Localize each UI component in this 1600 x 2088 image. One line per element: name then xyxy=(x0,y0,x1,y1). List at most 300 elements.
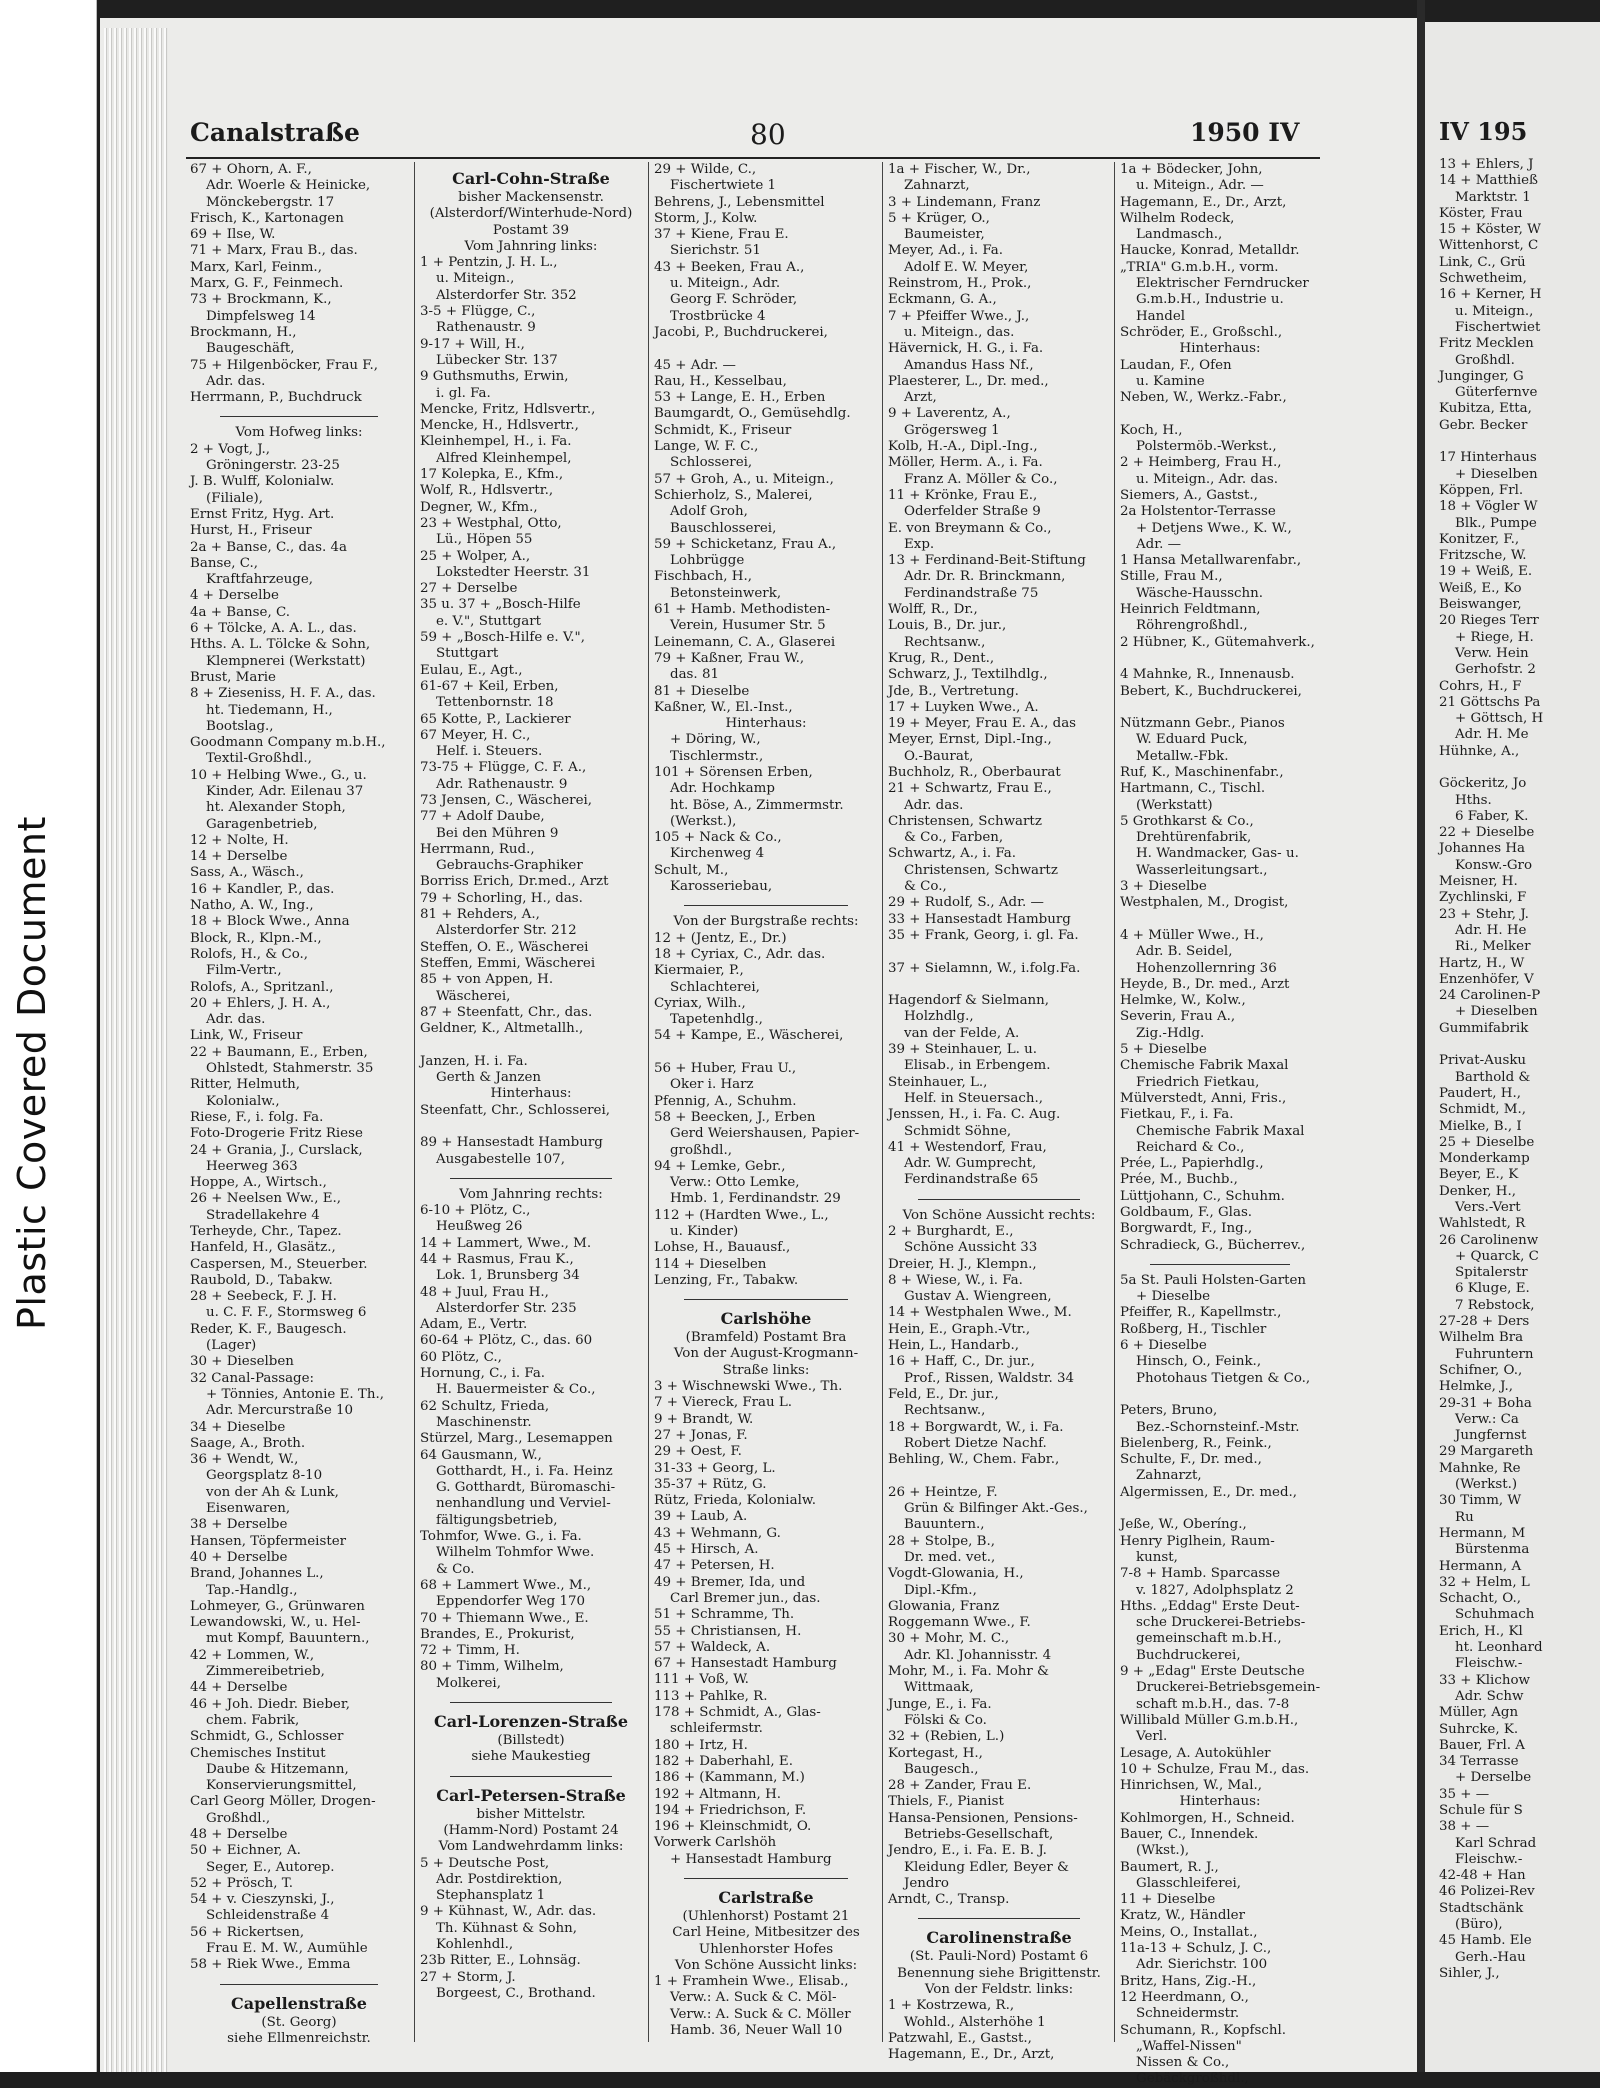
entry-continuation: Prof., Rissen, Waldstr. 34 xyxy=(904,1370,1075,1386)
directory-entry: 13 + Ferdinand-Beit-Stiftung xyxy=(888,553,1086,569)
directory-entry: 43 + Beeken, Frau A., xyxy=(654,259,805,275)
directory-entry: Severin, Frau A., xyxy=(1120,1009,1236,1025)
blank-line xyxy=(420,1037,642,1053)
entry-continuation: + Detjens Wwe., K. W., xyxy=(1136,520,1292,536)
directory-entry: 113 + Pahlke, R. xyxy=(654,1688,768,1704)
entry-continuation: Gebäckgroßhdl., xyxy=(1136,2071,1249,2087)
directory-entry: 56 + Huber, Frau U., xyxy=(654,1061,797,1077)
directory-entry: 50 + Eichner, A. xyxy=(190,1843,301,1859)
directory-entry: Gummifabrik xyxy=(1439,1020,1529,1036)
directory-entry: Behrens, J., Lebensmittel xyxy=(654,194,825,210)
column-divider xyxy=(414,162,415,2042)
street-subheading: Hinterhaus: xyxy=(1179,1794,1261,1810)
entry-continuation: Gerth & Janzen xyxy=(436,1070,542,1086)
entry-continuation: Fleischw.- xyxy=(1455,1656,1523,1672)
directory-entry: Lüttjohann, C., Schuhm. xyxy=(1120,1188,1285,1204)
directory-entry: 9 + Kühnast, W., Adr. das. xyxy=(420,1904,597,1920)
entry-continuation: Christensen, Schwartz xyxy=(904,862,1058,878)
entry-continuation: Stuttgart xyxy=(436,646,499,662)
directory-entry: 45 Hamb. Ele xyxy=(1439,1933,1532,1949)
entry-continuation: Hamb. 36, Neuer Wall 10 xyxy=(670,2023,843,2039)
entry-continuation: + Döring, W., xyxy=(670,732,761,748)
directory-entry: Schule für S xyxy=(1439,1802,1523,1818)
header-year: 1950 IV xyxy=(1190,118,1300,147)
directory-entry: 37 + Kiene, Frau E. xyxy=(654,227,789,243)
entry-continuation: Verein, Husumer Str. 5 xyxy=(670,618,826,634)
entry-continuation: Borgeest, C., Brothand. xyxy=(436,1985,596,2001)
column-divider xyxy=(648,162,649,2042)
directory-entry: 36 + Wendt, W., xyxy=(190,1452,299,1468)
entry-continuation: Wasserleitungsart., xyxy=(1136,862,1268,878)
directory-entry: Haucke, Konrad, Metalldr. xyxy=(1120,243,1300,259)
blank-line xyxy=(420,1119,642,1135)
directory-entry: 18 + Borgwardt, W., i. Fa. xyxy=(888,1419,1064,1435)
directory-entry: 114 + Dieselben xyxy=(654,1256,767,1272)
directory-entry: 73 Jensen, C., Wäscherei, xyxy=(420,792,593,808)
directory-entry: Fritzsche, W. xyxy=(1439,548,1527,564)
directory-entry: Kaßner, W., El.-Inst., xyxy=(654,699,793,715)
directory-entry: Schifner, O., xyxy=(1439,1362,1523,1378)
directory-entry: 75 + Hilgenböcker, Frau F., xyxy=(190,357,379,373)
directory-entry: Chemische Fabrik Maxal xyxy=(1120,1058,1289,1074)
directory-entry: 81 + Rehders, A., xyxy=(420,907,540,923)
directory-entry: Stürzel, Marg., Lesemappen xyxy=(420,1431,613,1447)
directory-entry: Mülverstedt, Anni, Fris., xyxy=(1120,1090,1287,1106)
directory-entry: 1 + Pentzin, J. H. L., xyxy=(420,255,558,271)
directory-entry: 56 + Rickertsen, xyxy=(190,1924,305,1940)
directory-entry: Meisner, H. xyxy=(1439,874,1518,890)
entry-continuation: Adr. Mercurstraße 10 xyxy=(206,1403,354,1419)
entry-continuation: Adr. das. xyxy=(206,1012,266,1028)
entry-continuation: Mönckebergstr. 17 xyxy=(206,194,335,210)
directory-entry: Kiermaier, P., xyxy=(654,963,744,979)
directory-entry: 25 + Dieselbe xyxy=(1439,1134,1535,1150)
entry-continuation: Heußweg 26 xyxy=(436,1219,523,1235)
directory-entry: 46 + Joh. Diedr. Bieber, xyxy=(190,1696,351,1712)
entry-continuation: (Filiale), xyxy=(206,490,264,506)
entry-continuation: Schlosserei, xyxy=(670,455,753,471)
directory-entry: 16 + Kandler, P., das. xyxy=(190,881,335,897)
entry-continuation: Bootslag., xyxy=(206,718,274,734)
entry-continuation: Kleidung Edler, Beyer & xyxy=(904,1859,1069,1875)
directory-entry: Zychlinski, F xyxy=(1439,890,1527,906)
entry-continuation: Rathenaustr. 9 xyxy=(436,320,536,336)
entry-continuation: Jendro xyxy=(904,1875,949,1891)
entry-continuation: Schöne Aussicht 33 xyxy=(904,1240,1038,1256)
directory-entry: 29 + Rudolf, S., Adr. — xyxy=(888,895,1044,911)
entry-continuation: Lohbrügge xyxy=(670,553,745,569)
entry-continuation: 6 Faber, K. xyxy=(1455,808,1529,824)
directory-entry: Mencke, Fritz, Hdlsvertr., xyxy=(420,401,596,417)
entry-continuation: Sierichstr. 51 xyxy=(670,243,761,259)
directory-entry: 28 + Stolpe, B., xyxy=(888,1533,996,1549)
entry-continuation: Film-Vertr., xyxy=(206,963,282,979)
directory-entry: Wilhelm Rodeck, xyxy=(1120,210,1235,226)
entry-continuation: & Co., Farben, xyxy=(904,830,1004,846)
entry-continuation: Tap.-Handlg., xyxy=(206,1582,298,1598)
directory-entry: Kratz, W., Händler xyxy=(1120,1908,1245,1924)
entry-continuation: Elisab., in Erbengem. xyxy=(904,1058,1051,1074)
street-subheading: (St. Georg) xyxy=(261,2014,337,2030)
directory-entry: Adam, E., Vertr. xyxy=(420,1317,528,1333)
directory-entry: 31-33 + Georg, L. xyxy=(654,1460,776,1476)
directory-entry: 67 + Hansestadt Hamburg xyxy=(654,1656,837,1672)
directory-entry: 18 + Block Wwe., Anna xyxy=(190,914,350,930)
directory-entry: 72 + Timm, H. xyxy=(420,1643,520,1659)
entry-continuation: Bauschlosserei, xyxy=(670,520,777,536)
directory-entry: Borriss Erich, Dr.med., Arzt xyxy=(420,874,609,890)
entry-continuation: Hmb. 1, Ferdinandstr. 29 xyxy=(670,1191,841,1207)
entry-continuation: Hohenzollernring 36 xyxy=(1136,960,1277,976)
directory-entry: 54 + Kampe, E., Wäscherei, xyxy=(654,1028,844,1044)
street-subheading: Benennung siehe Brigittenstr. xyxy=(897,1965,1101,1981)
entry-continuation: Lübecker Str. 137 xyxy=(436,352,558,368)
directory-entry: 27-28 + Ders xyxy=(1439,1314,1530,1330)
directory-entry: 12 Heerdmann, O., xyxy=(1120,1989,1249,2005)
directory-entry: 178 + Schmidt, A., Glas- xyxy=(654,1705,821,1721)
street-subheading: (St. Pauli-Nord) Postamt 6 xyxy=(909,1949,1089,1965)
entry-continuation: Gebrauchs-Graphiker xyxy=(436,858,583,874)
street-subheading: Vom Jahnring rechts: xyxy=(459,1186,603,1202)
entry-continuation: + Derselbe xyxy=(1455,1770,1532,1786)
street-subheading: (Alsterdorf/Winterhude-Nord) xyxy=(429,206,633,222)
entry-continuation: Adolf E. W. Meyer, xyxy=(904,259,1029,275)
directory-entry: Hths. „Eddag" Erste Deut- xyxy=(1120,1598,1300,1614)
directory-entry: Wahlstedt, R xyxy=(1439,1216,1526,1232)
entry-continuation: Tapetenhdlg., xyxy=(670,1012,763,1028)
entry-continuation: u. Miteign., Adr. — xyxy=(1136,178,1264,194)
directory-entry: Hühnke, A., xyxy=(1439,743,1520,759)
directory-entry: 2 Hübner, K., Gütemahverk., xyxy=(1120,634,1315,650)
entry-continuation: „Waffel-Nissen" xyxy=(1136,2038,1242,2054)
entry-continuation: + Dieselben xyxy=(1455,466,1538,482)
entry-continuation: Chemische Fabrik Maxal xyxy=(1136,1123,1305,1139)
entry-continuation: & Co. xyxy=(436,1561,475,1577)
section-divider xyxy=(220,1974,378,1985)
directory-entry: Schmidt, G., Schlosser xyxy=(190,1729,344,1745)
directory-entry: Beiswanger, xyxy=(1439,597,1522,613)
directory-entry: Kohlmorgen, H., Schneid. xyxy=(1120,1810,1295,1826)
directory-entry: 79 + Kaßner, Frau W., xyxy=(654,650,805,666)
directory-entry: Henry Piglhein, Raum- xyxy=(1120,1533,1275,1549)
directory-entry: 11 + Krönke, Frau E., xyxy=(888,487,1038,503)
blank-line xyxy=(888,977,1110,993)
entry-continuation: Alfred Kleinhempel, xyxy=(436,450,572,466)
directory-entry: Stadtschänk xyxy=(1439,1900,1524,1916)
street-subheading: (Uhlenhorst) Postamt 21 xyxy=(682,1908,850,1924)
directory-entry: 53 + Lange, E. H., Erben xyxy=(654,390,826,406)
entry-continuation: Rechtsanw., xyxy=(904,1403,986,1419)
entry-continuation: Alsterdorfer Str. 212 xyxy=(436,923,577,939)
directory-entry: Jendro, E., i. Fa. E. B. J. xyxy=(888,1843,1047,1859)
entry-continuation: u. Miteign., xyxy=(436,271,515,287)
directory-entry: Steffen, O. E., Wäscherei xyxy=(420,939,589,955)
column-1 xyxy=(190,162,408,2052)
entry-continuation: Glasschleiferei, xyxy=(1136,1875,1242,1891)
directory-entry: 49 + Bremer, Ida, und xyxy=(654,1574,806,1590)
directory-entry: Thiels, F., Pianist xyxy=(888,1794,1004,1810)
entry-continuation: Betriebs-Gesellschaft, xyxy=(904,1826,1054,1842)
directory-entry: 57 + Waldeck, A. xyxy=(654,1639,771,1655)
entry-continuation: mut Kompf, Bauuntern., xyxy=(206,1631,370,1647)
entry-continuation: Georg F. Schröder, xyxy=(670,292,798,308)
directory-entry: 14 + Derselbe xyxy=(190,849,288,865)
directory-entry: 64 Gausmann, W., xyxy=(420,1447,542,1463)
directory-entry: Hagemann, E., Dr., Arzt, xyxy=(1120,194,1287,210)
entry-continuation: Th. Kühnast & Sohn, xyxy=(436,1920,578,1936)
directory-entry: 14 + Westphalen Wwe., M. xyxy=(888,1305,1072,1321)
column-2 xyxy=(420,162,642,2052)
directory-entry: Peters, Bruno, xyxy=(1120,1403,1218,1419)
entry-continuation: Rechtsanw., xyxy=(904,634,986,650)
directory-entry: 43 + Wehmann, G. xyxy=(654,1525,781,1541)
page-stack-edge xyxy=(104,28,168,2072)
directory-entry: Leinemann, C. A., Glaserei xyxy=(654,634,836,650)
directory-entry: 89 + Hansestadt Hamburg xyxy=(420,1135,603,1151)
entry-continuation: Konservierungsmittel, xyxy=(206,1778,357,1794)
entry-continuation: O.-Baurat, xyxy=(904,748,974,764)
directory-entry: Paudert, H., xyxy=(1439,1085,1521,1101)
entry-continuation: Hinsch, O., Feink., xyxy=(1136,1354,1262,1370)
directory-entry: 3 + Lindemann, Franz xyxy=(888,194,1041,210)
entry-continuation: Adr. W. Gumprecht, xyxy=(904,1156,1037,1172)
blank-line xyxy=(1439,434,1543,450)
directory-entry: Fischbach, H., xyxy=(654,569,752,585)
entry-continuation: Metallw.-Fbk. xyxy=(1136,748,1229,764)
directory-entry: 60-64 + Plötz, C., das. 60 xyxy=(420,1333,593,1349)
directory-entry: Jenssen, H., i. Fa. C. Aug. xyxy=(888,1107,1061,1123)
book-spine xyxy=(1417,0,1425,2072)
directory-entry: Link, C., Grü xyxy=(1439,254,1526,270)
entry-continuation: Fleischw.- xyxy=(1455,1851,1523,1867)
directory-entry: Reinstrom, H., Prok., xyxy=(888,276,1032,292)
directory-entry: Rolofs, A., Spritzanl., xyxy=(190,979,334,995)
street-subheading: (Billstedt) xyxy=(497,1733,565,1749)
entry-continuation: Karl Schrad xyxy=(1455,1835,1537,1851)
directory-entry: 4 + Müller Wwe., H., xyxy=(1120,927,1264,943)
street-subheading: Postamt 39 xyxy=(492,222,570,238)
directory-entry: Helmke, W., Kolw., xyxy=(1120,993,1246,1009)
directory-entry: Hartz, H., W xyxy=(1439,955,1525,971)
entry-continuation: Tettenbornstr. 18 xyxy=(436,695,554,711)
directory-entry: 29 Margareth xyxy=(1439,1444,1534,1460)
directory-entry: Schröder, E., Großschl., xyxy=(1120,324,1283,340)
entry-continuation: Gerh.-Hau xyxy=(1455,1949,1526,1965)
entry-continuation: Baumeister, xyxy=(904,227,985,243)
entry-continuation: u. Miteign., Adr. xyxy=(670,276,781,292)
directory-entry: 45 + Adr. — xyxy=(654,357,736,373)
column-3 xyxy=(654,162,878,2052)
directory-entry: Marx, Karl, Feinm., xyxy=(190,259,322,275)
directory-entry: Mielke, B., I xyxy=(1439,1118,1522,1134)
entry-continuation: ht. Böse, A., Zimmermstr. xyxy=(670,797,844,813)
entry-continuation: Dipl.-Kfm., xyxy=(904,1582,977,1598)
entry-continuation: 7 Rebstock, xyxy=(1455,1297,1535,1313)
directory-entry: Beyer, E., K xyxy=(1439,1167,1519,1183)
directory-entry: 34 Terrasse xyxy=(1439,1754,1519,1770)
entry-continuation: Eppendorfer Weg 170 xyxy=(436,1594,586,1610)
directory-entry: 35-37 + Rütz, G. xyxy=(654,1476,767,1492)
directory-entry: 39 + Steinhauer, L. u. xyxy=(888,1042,1038,1058)
entry-continuation: + Göttsch, H xyxy=(1455,711,1544,727)
directory-entry: 186 + (Kammann, M.) xyxy=(654,1770,805,1786)
directory-entry: 1 + Framhein Wwe., Elisab., xyxy=(654,1974,849,1990)
directory-entry: Hein, L., Handarb., xyxy=(888,1338,1020,1354)
entry-continuation: Friedrich Fietkau, xyxy=(1136,1074,1260,1090)
entry-continuation: (Werkst.) xyxy=(1455,1477,1518,1493)
directory-entry: Cohrs, H., F xyxy=(1439,678,1522,694)
directory-entry: Hävernick, H. G., i. Fa. xyxy=(888,341,1044,357)
directory-entry: 33 + Klichow xyxy=(1439,1672,1530,1688)
directory-entry: Pfennig, A., Schuhm. xyxy=(654,1093,797,1109)
street-subheading: bisher Mittelstr. xyxy=(476,1806,586,1822)
directory-entry: 5 Grothkarst & Co., xyxy=(1120,813,1254,829)
entry-continuation: Verl. xyxy=(1136,1729,1168,1745)
directory-entry: Foto-Drogerie Fritz Riese xyxy=(190,1126,363,1142)
directory-entry: 60 Plötz, C., xyxy=(420,1349,502,1365)
directory-entry: 77 + Adolf Daube, xyxy=(420,809,545,825)
directory-entry: 4 + Derselbe xyxy=(190,588,279,604)
directory-entry: 32 + (Rebien, L.) xyxy=(888,1729,1005,1745)
entry-continuation: Kraftfahrzeuge, xyxy=(206,572,314,588)
header-street: Canalstraße xyxy=(190,118,360,147)
directory-entry: 21 Göttschs Pa xyxy=(1439,694,1541,710)
entry-continuation: Jungfernst xyxy=(1455,1428,1527,1444)
facing-page-text xyxy=(1439,117,1543,1982)
blank-line xyxy=(1120,406,1320,422)
directory-entry: Brandes, E., Prokurist, xyxy=(420,1626,575,1642)
directory-entry: 1 + Kostrzewa, R., xyxy=(888,1998,1015,2014)
directory-entry: 111 + Voß, W. xyxy=(654,1672,749,1688)
entry-continuation: Schleidenstraße 4 xyxy=(206,1908,330,1924)
entry-continuation: Zig.-Hdlg. xyxy=(1136,1025,1205,1041)
directory-entry: Hanfeld, H., Glasätz., xyxy=(190,1240,336,1256)
directory-entry: 62 Schultz, Frieda, xyxy=(420,1398,550,1414)
directory-entry: 26 Carolinenw xyxy=(1439,1232,1539,1248)
entry-continuation: v. 1827, Adolphsplatz 2 xyxy=(1136,1582,1294,1598)
directory-entry: 26 + Heintze, F. xyxy=(888,1484,998,1500)
directory-entry: Roßberg, H., Tischler xyxy=(1120,1321,1267,1337)
directory-entry: Wolf, R., Hdlsvertr., xyxy=(420,483,554,499)
directory-entry: 44 + Rasmus, Frau K., xyxy=(420,1252,574,1267)
directory-entry: Rütz, Frieda, Kolonialw. xyxy=(654,1493,816,1509)
directory-entry: 9-17 + Will, H., xyxy=(420,336,525,352)
street-heading: Carolinenstraße xyxy=(926,1928,1072,1948)
directory-entry: 17 Kolepka, E., Kfm., xyxy=(420,467,564,483)
directory-entry: 87 + Steenfatt, Chr., das. xyxy=(420,1004,593,1020)
directory-entry: Schmidt, M., xyxy=(1439,1102,1526,1118)
street-heading: Carlshöhe xyxy=(720,1309,812,1329)
section-divider xyxy=(220,406,378,417)
entry-continuation: Adr. B. Seidel, xyxy=(1136,944,1233,960)
entry-continuation: Robert Dietze Nachf. xyxy=(904,1435,1047,1451)
entry-continuation: + Hansestadt Hamburg xyxy=(670,1851,832,1867)
directory-entry: 61 + Hamb. Methodisten- xyxy=(654,602,831,618)
street-subheading: Carl Heine, Mitbesitzer des xyxy=(672,1925,860,1941)
entry-continuation: Schuhmach xyxy=(1455,1607,1535,1623)
entry-continuation: Adr. — xyxy=(1136,536,1182,552)
directory-entry: 67 Meyer, H. C., xyxy=(420,727,531,743)
directory-entry: 27 + Jonas, F. xyxy=(654,1427,748,1443)
directory-entry: 2a + Banse, C., das. 4a xyxy=(190,539,347,555)
entry-continuation: nenhandlung und Verviel- xyxy=(436,1496,611,1512)
directory-entry: Monderkamp xyxy=(1439,1151,1530,1167)
directory-entry: 81 + Dieselbe xyxy=(654,683,750,699)
directory-entry: 9 + „Edag" Erste Deutsche xyxy=(1120,1664,1305,1680)
entry-continuation: Eisenwaren, xyxy=(206,1501,291,1517)
directory-entry: Köppen, Frl. xyxy=(1439,482,1524,498)
entry-continuation: großhdl., xyxy=(670,1142,732,1158)
blank-line xyxy=(1120,651,1320,667)
directory-entry: 30 Timm, W xyxy=(1439,1493,1522,1509)
directory-entry: Erich, H., Kl xyxy=(1439,1623,1523,1639)
directory-entry: Hinrichsen, W., Mal., xyxy=(1120,1778,1263,1794)
directory-entry: Willibald Müller G.m.b.H., xyxy=(1120,1712,1299,1728)
entry-continuation: Baugesch., xyxy=(904,1761,979,1777)
entry-continuation: Druckerei-Betriebsgemein- xyxy=(1136,1680,1321,1696)
directory-entry: 73 + Brockmann, K., xyxy=(190,292,332,308)
directory-entry: Reder, K. F., Baugesch. xyxy=(190,1321,347,1337)
directory-entry: 5 + Krüger, O., xyxy=(888,210,990,226)
entry-continuation: ht. Alexander Stoph, xyxy=(206,800,346,816)
section-divider xyxy=(918,1189,1080,1200)
directory-entry: Mahnke, Re xyxy=(1439,1460,1521,1476)
directory-entry: 1a + Fischer, W., Dr., xyxy=(888,162,1031,177)
directory-entry: Saage, A., Broth. xyxy=(190,1435,306,1451)
entry-continuation: Gröningerstr. 23-25 xyxy=(206,458,340,474)
entry-continuation: Verw.: A. Suck & C. Möl- xyxy=(670,1990,837,2006)
entry-continuation: Vers.-Vert xyxy=(1455,1200,1521,1215)
directory-entry: 9 Guthsmuths, Erwin, xyxy=(420,369,569,385)
directory-entry: Arndt, C., Transp. xyxy=(888,1892,1010,1908)
directory-entry: Junge, E., i. Fa. xyxy=(888,1696,992,1712)
directory-entry: Caspersen, M., Steuerber. xyxy=(190,1256,368,1272)
directory-entry: 8 + Zieseniss, H. F. A., das. xyxy=(190,686,376,702)
entry-continuation: Fuhruntern xyxy=(1455,1346,1534,1362)
entry-continuation: Adr. H. He xyxy=(1455,922,1527,938)
entry-continuation: Georgsplatz 8-10 xyxy=(206,1468,323,1484)
directory-entry: 38 + — xyxy=(1439,1819,1490,1835)
street-subheading: Von der Feldstr. links: xyxy=(924,1982,1074,1998)
directory-entry: 182 + Daberhahl, E. xyxy=(654,1753,793,1769)
entry-continuation: (Büro), xyxy=(1455,1917,1503,1933)
directory-entry: 16 + Kerner, H xyxy=(1439,287,1542,303)
directory-entry: Nützmann Gebr., Pianos xyxy=(1120,716,1285,732)
entry-continuation: Oderfelder Straße 9 xyxy=(904,504,1041,520)
entry-continuation: Klempnerei (Werkstatt) xyxy=(206,653,366,669)
blank-line xyxy=(1439,760,1543,776)
directory-entry: Riese, F., i. folg. Fa. xyxy=(190,1109,324,1125)
entry-continuation: Elektrischer Ferndrucker xyxy=(1136,276,1309,292)
entry-continuation: Ru xyxy=(1455,1509,1474,1525)
directory-entry: 29 + Oest, F. xyxy=(654,1444,742,1460)
directory-entry: 7-8 + Hamb. Sparcasse xyxy=(1120,1566,1281,1582)
directory-entry: Koch, H., xyxy=(1120,422,1183,438)
directory-entry: Meins, O., Installat., xyxy=(1120,1924,1258,1940)
directory-entry: 24 Carolinen-P xyxy=(1439,988,1541,1004)
entry-continuation: (Werkst.), xyxy=(670,813,737,829)
directory-entry: 44 + Derselbe xyxy=(190,1680,288,1696)
street-subheading: (Bramfeld) Postamt Bra xyxy=(685,1330,847,1346)
directory-entry: Lesage, A. Autokühler xyxy=(1120,1745,1271,1761)
directory-entry: 80 + Timm, Wilhelm, xyxy=(420,1659,564,1675)
street-subheading: siehe Ellmenreichstr. xyxy=(227,2030,371,2046)
directory-entry: 17 Hinterhaus xyxy=(1439,450,1537,466)
directory-entry: 52 + Prösch, T. xyxy=(190,1875,293,1891)
section-divider xyxy=(684,1289,848,1300)
directory-entry: 18 + Vögler W xyxy=(1439,499,1538,515)
directory-entry: 33 + Hansestadt Hamburg xyxy=(888,911,1071,927)
